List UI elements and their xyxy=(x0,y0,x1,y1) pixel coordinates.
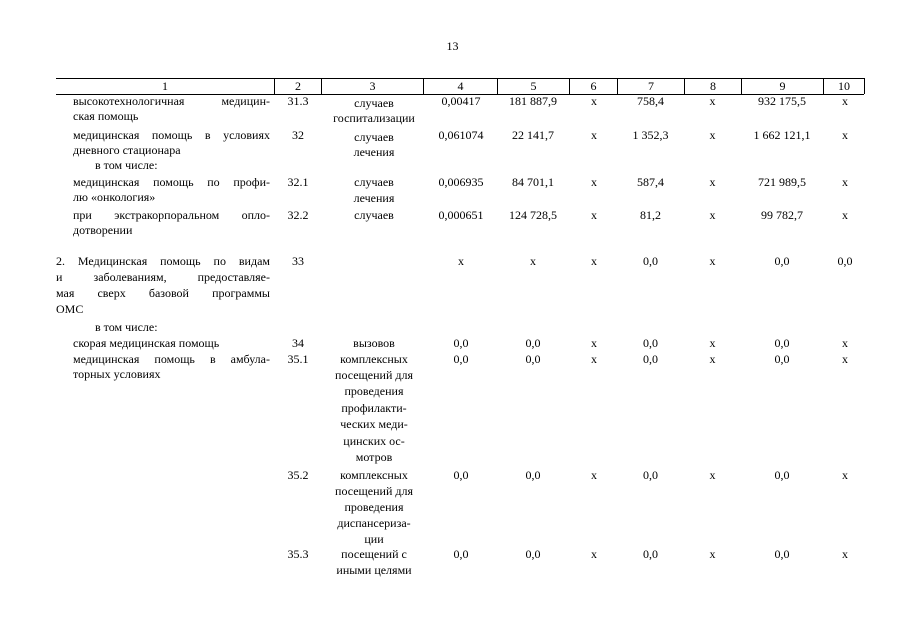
row-unit-line: госпитализации xyxy=(333,111,415,125)
row-code: 32.1 xyxy=(287,175,309,189)
row-value-col7: 0,0 xyxy=(643,352,658,366)
row-value-col5: 0,0 xyxy=(525,352,541,366)
row-name-line: торных условиях xyxy=(73,367,161,381)
row-unit-line: мотров xyxy=(355,450,393,464)
row-value-col4: 0,0 xyxy=(453,336,469,350)
row-value-col4: 0,0 xyxy=(453,468,469,482)
row-unit-line: случаев xyxy=(354,208,394,222)
row-name-line: высокотехнологичная медицин- xyxy=(73,94,270,108)
row-code: 32 xyxy=(292,128,304,142)
row-value-col10: 0,0 xyxy=(837,254,853,268)
row-unit-line: посещений с xyxy=(341,547,407,561)
row-unit-line: проведения xyxy=(344,384,404,398)
row-value-col4: 0,006935 xyxy=(438,175,484,189)
row-value-col9: 99 782,7 xyxy=(761,208,803,222)
row-name-line: 2. Медицинская помощь по видам xyxy=(56,254,270,268)
row-value-col4: 0,0 xyxy=(453,352,469,366)
row-value-col8: x xyxy=(709,128,716,142)
row-unit-line: вызовов xyxy=(353,336,395,350)
row-value-col10: x xyxy=(842,128,848,142)
row-name-line: ОМС xyxy=(56,302,84,316)
row-value-col7: 0,0 xyxy=(643,468,658,482)
page-number: 13 xyxy=(446,39,459,53)
row-value-col10: x xyxy=(842,208,848,222)
row-value-col8: x xyxy=(709,208,716,222)
row-unit-line: случаев xyxy=(354,175,394,189)
row-value-col10: x xyxy=(842,547,848,561)
row-value-col9: 721 989,5 xyxy=(758,175,806,189)
row-value-col6: x xyxy=(591,352,597,366)
row-value-col6: x xyxy=(591,94,597,108)
row-unit-line: посещений для xyxy=(335,368,413,382)
row-unit-line: случаев xyxy=(354,130,394,144)
row-unit-line: ции xyxy=(364,532,384,546)
row-value-col4: x xyxy=(458,254,464,268)
row-value-col7: 758,4 xyxy=(637,94,664,108)
row-value-col5: 0,0 xyxy=(525,547,541,561)
row-value-col10: x xyxy=(842,175,848,189)
row-unit-line: ческих меди- xyxy=(340,417,408,431)
row-unit-line: случаев xyxy=(354,96,394,110)
row-value-col9: 0,0 xyxy=(774,547,790,561)
subheading: в том числе: xyxy=(95,158,158,172)
row-unit-line: лечения xyxy=(353,145,395,159)
row-value-col9: 1 662 121,1 xyxy=(753,128,811,142)
row-value-col7: 81,2 xyxy=(640,208,661,222)
row-value-col5: 84 701,1 xyxy=(512,175,554,189)
row-value-col7: 0,0 xyxy=(643,254,658,268)
row-value-col6: x xyxy=(591,175,597,189)
row-value-col8: x xyxy=(709,94,716,108)
row-unit-line: профилакти- xyxy=(341,401,407,415)
row-name-line: ская помощь xyxy=(73,109,139,123)
row-value-col8: x xyxy=(709,352,716,366)
row-unit-line: проведения xyxy=(344,500,404,514)
row-code: 33 xyxy=(292,254,304,268)
header-col-5: 5 xyxy=(530,79,537,93)
header-col-4: 4 xyxy=(457,79,464,93)
row-value-col4: 0,0 xyxy=(453,547,469,561)
row-name-line: лю «онкология» xyxy=(73,190,156,204)
row-code: 31.3 xyxy=(287,94,309,108)
row-name-line: дотворении xyxy=(73,223,133,237)
row-value-col5: 0,0 xyxy=(525,468,541,482)
row-value-col6: x xyxy=(591,208,597,222)
row-unit-line: цинских ос- xyxy=(343,434,405,448)
row-value-col9: 0,0 xyxy=(774,254,790,268)
row-value-col8: x xyxy=(709,254,716,268)
row-code: 35.3 xyxy=(287,547,309,561)
row-value-col8: x xyxy=(709,175,716,189)
row-value-col10: x xyxy=(842,352,848,366)
row-name-line: дневного стационара xyxy=(73,143,181,157)
header-divider xyxy=(864,78,865,94)
row-value-col4: 0,00417 xyxy=(441,94,481,108)
row-value-col5: 181 887,9 xyxy=(509,94,557,108)
row-unit-line: иными целями xyxy=(336,563,412,577)
row-code: 32.2 xyxy=(287,208,309,222)
row-name-line: при экстракорпоральном опло- xyxy=(73,208,270,222)
row-unit-line: диспансериза- xyxy=(337,516,411,530)
row-unit-line: комплексных xyxy=(340,352,408,366)
row-value-col10: x xyxy=(842,468,848,482)
row-value-col8: x xyxy=(709,547,716,561)
header-col-3: 3 xyxy=(369,79,376,93)
header-col-6: 6 xyxy=(590,79,597,93)
row-value-col5: 124 728,5 xyxy=(509,208,557,222)
header-col-7: 7 xyxy=(648,79,654,93)
header-col-10: 10 xyxy=(838,79,850,93)
row-value-col9: 932 175,5 xyxy=(758,94,806,108)
row-value-col5: 0,0 xyxy=(525,336,541,350)
header-col-8: 8 xyxy=(710,79,716,93)
row-value-col9: 0,0 xyxy=(774,336,790,350)
header-col-1: 1 xyxy=(162,79,168,93)
row-unit-line: лечения xyxy=(353,191,395,205)
row-value-col6: x xyxy=(591,468,597,482)
header-col-2: 2 xyxy=(295,79,301,93)
header-col-9: 9 xyxy=(779,79,786,93)
row-value-col6: x xyxy=(591,336,597,350)
row-name-line: медицинская помощь в условиях xyxy=(73,128,270,142)
subheading: в том числе: xyxy=(95,320,158,334)
row-value-col6: x xyxy=(591,547,597,561)
row-name-line: мая сверх базовой программы xyxy=(56,286,270,300)
row-value-col7: 587,4 xyxy=(637,175,664,189)
row-code: 35.1 xyxy=(287,352,309,366)
row-value-col7: 1 352,3 xyxy=(632,128,669,142)
row-value-col8: x xyxy=(709,468,716,482)
row-value-col8: x xyxy=(709,336,716,350)
row-name-line: и заболеваниям, предоставляе- xyxy=(56,270,270,284)
row-value-col9: 0,0 xyxy=(774,468,790,482)
row-value-col6: x xyxy=(591,254,597,268)
row-unit-line: посещений для xyxy=(335,484,413,498)
row-value-col7: 0,0 xyxy=(643,547,658,561)
row-unit-line: комплексных xyxy=(340,468,408,482)
row-value-col4: 0,061074 xyxy=(438,128,484,142)
row-code: 34 xyxy=(292,336,304,350)
row-value-col4: 0,000651 xyxy=(438,208,484,222)
row-value-col5: x xyxy=(530,254,536,268)
row-value-col10: x xyxy=(842,94,848,108)
row-name-line: медицинская помощь по профи- xyxy=(73,175,270,189)
row-code: 35.2 xyxy=(287,468,309,482)
row-value-col7: 0,0 xyxy=(643,336,658,350)
row-value-col5: 22 141,7 xyxy=(512,128,554,142)
row-value-col9: 0,0 xyxy=(774,352,790,366)
row-value-col10: x xyxy=(842,336,848,350)
row-value-col6: x xyxy=(591,128,597,142)
row-name-line: скорая медицинская помощь xyxy=(73,336,220,350)
row-name-line: медицинская помощь в амбула- xyxy=(73,352,270,366)
